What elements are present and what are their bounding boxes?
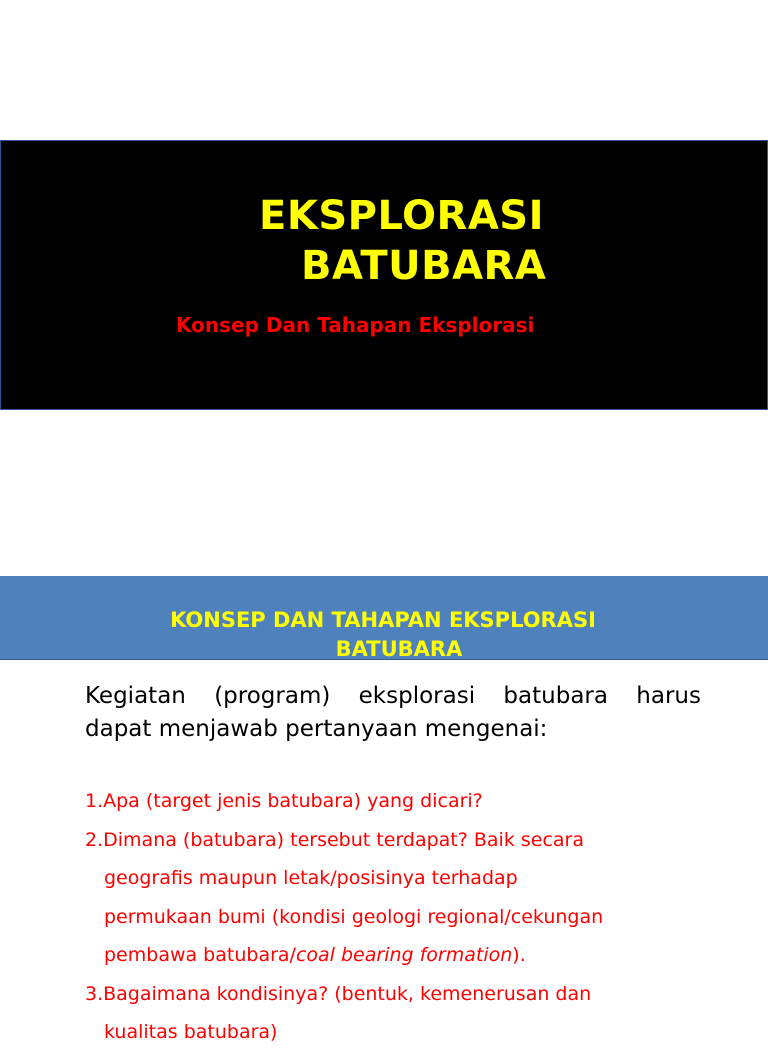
list-item-2-cont-2: permukaan bumi (kondisi geologi regional/cekungan (104, 905, 604, 928)
section-header-line-1: KONSEP DAN TAHAPAN EKSPLORASI (170, 608, 596, 632)
intro-paragraph (85, 680, 701, 746)
list-item-2-cont-1: geografis maupun letak/posisinya terhadap (104, 867, 518, 889)
subtitle: Konsep Dan Tahapan Eksplorasi (176, 313, 535, 337)
title-line-1: EKSPLORASI (259, 193, 544, 239)
list-item-1: 1.Apa (target jenis batubara) yang dicari? (85, 790, 483, 812)
list-item-3: 3.Bagaimana kondisinya? (bentuk, kemenerusan dan (85, 982, 592, 1005)
question-list (85, 782, 725, 1052)
intro-line-1: Kegiatan (program) eksplorasi batubara harus (85, 683, 701, 709)
list-item-2: 2.Dimana (batubara) tersebut terdapat? Baik secara (85, 828, 584, 851)
intro-line-2: dapat menjawab pertanyaan mengenai: (85, 716, 548, 742)
list-item-3-cont-1: kualitas batubara) (104, 1021, 278, 1043)
section-header-line-2: BATUBARA (335, 637, 463, 660)
title-slide (0, 140, 768, 410)
list-item-2-italic: coal bearing formation (295, 944, 513, 966)
section-header (0, 576, 768, 660)
title-line-2: BATUBARA (301, 243, 547, 289)
list-item-2-end: ). (512, 944, 526, 966)
list-item-2-text: pembawa batubara/ (104, 944, 296, 966)
list-item-2-cont-3 (85, 936, 725, 975)
